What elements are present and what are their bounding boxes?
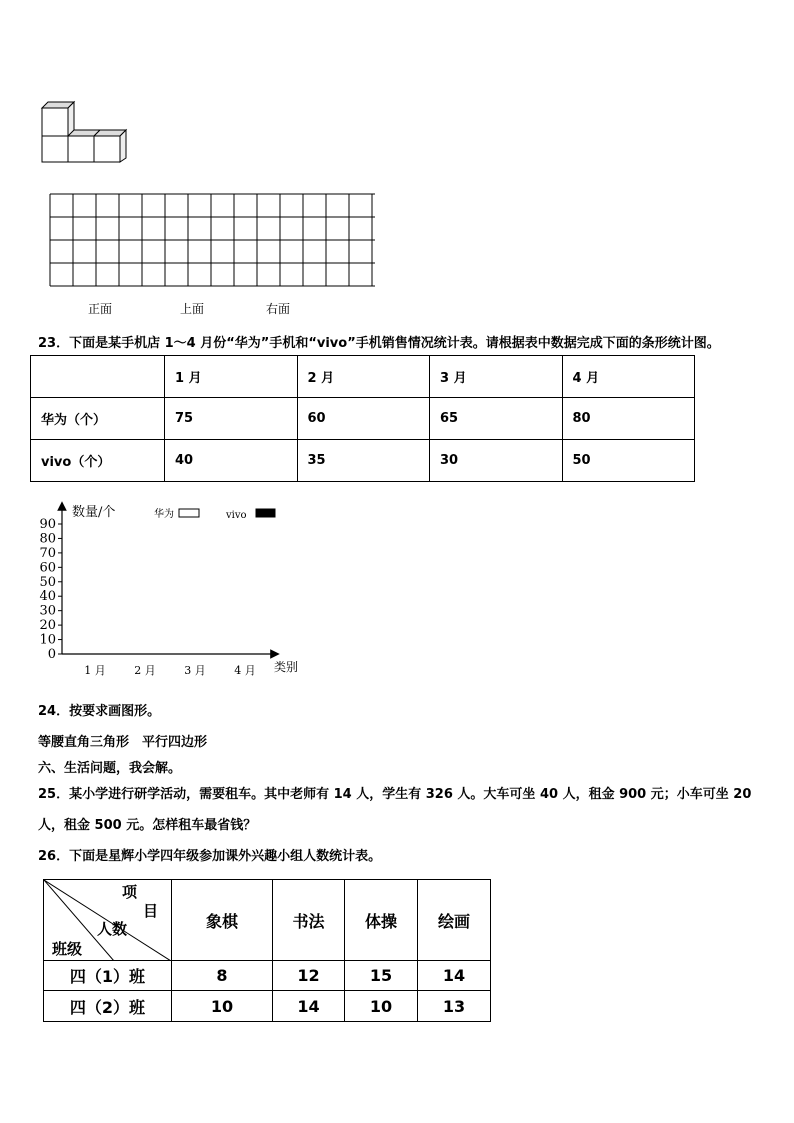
table-header-cell: 1 月 bbox=[165, 356, 298, 398]
question-24: 24．按要求画图形。 bbox=[38, 704, 161, 719]
y-tick-label: 50 bbox=[39, 574, 56, 590]
table-cell: 8 bbox=[172, 961, 273, 991]
y-axis-label: 数量/个 bbox=[72, 505, 116, 520]
corner-label-people: 人数 bbox=[97, 920, 128, 938]
right-view-label: 右面 bbox=[266, 302, 291, 316]
table-header-cell: 3 月 bbox=[430, 356, 563, 398]
x-tick-label: 2 月 bbox=[134, 664, 156, 677]
row-label: vivo（个） bbox=[31, 440, 165, 482]
table-cell: 80 bbox=[562, 398, 695, 440]
sales-table bbox=[30, 355, 695, 482]
drawing-grid[interactable] bbox=[49, 193, 377, 289]
bar-chart[interactable] bbox=[30, 500, 320, 680]
table-cell: 40 bbox=[165, 440, 298, 482]
question-25-line1: 25．某小学进行研学活动，需要租车。其中老师有 14 人，学生有 326 人。大车可坐 40 人，租金 900 元；小车可坐 20 bbox=[38, 787, 752, 802]
table-row bbox=[31, 440, 695, 482]
question-25-line2: 人，租金 500 元。怎样租车最省钱？ bbox=[38, 818, 257, 833]
row-label: 四（1）班 bbox=[44, 961, 172, 991]
table-cell: 13 bbox=[418, 991, 491, 1022]
shape-requirements: 等腰直角三角形 平行四边形 bbox=[38, 735, 208, 750]
section-6-heading: 六、生活问题，我会解。 bbox=[38, 761, 182, 776]
table-row bbox=[44, 961, 491, 991]
column-header: 绘画 bbox=[418, 880, 491, 961]
y-tick-label: 90 bbox=[39, 517, 56, 532]
x-tick-label: 1 月 bbox=[84, 664, 106, 677]
y-tick-label: 30 bbox=[39, 603, 56, 619]
corner-label-project-1: 项 bbox=[122, 883, 138, 901]
column-header: 体操 bbox=[345, 880, 418, 961]
row-label: 四（2）班 bbox=[44, 991, 172, 1022]
table-cell: 10 bbox=[172, 991, 273, 1022]
table-cell: 12 bbox=[273, 961, 345, 991]
y-tick-label: 0 bbox=[47, 647, 56, 662]
table-header-cell: 2 月 bbox=[297, 356, 430, 398]
legend-huawei-label: 华为 bbox=[154, 509, 174, 520]
y-tick-label: 70 bbox=[39, 545, 56, 561]
table-cell: 75 bbox=[165, 398, 298, 440]
club-table bbox=[43, 879, 491, 1022]
column-header: 书法 bbox=[273, 880, 345, 961]
table-cell: 35 bbox=[297, 440, 430, 482]
diagonal-header-cell bbox=[44, 880, 172, 961]
table-cell: 50 bbox=[562, 440, 695, 482]
table-header-cell: 4 月 bbox=[562, 356, 695, 398]
table-header-cell bbox=[31, 356, 165, 398]
row-label: 华为（个） bbox=[31, 398, 165, 440]
table-cell: 14 bbox=[273, 991, 345, 1022]
cube-figure bbox=[38, 98, 133, 166]
corner-label-project-2: 目 bbox=[143, 902, 159, 920]
column-header: 象棋 bbox=[172, 880, 273, 961]
y-tick-label: 60 bbox=[39, 560, 56, 576]
table-row bbox=[44, 880, 491, 961]
table-cell: 10 bbox=[345, 991, 418, 1022]
table-cell: 30 bbox=[430, 440, 563, 482]
table-row bbox=[44, 991, 491, 1022]
table-row bbox=[31, 398, 695, 440]
legend-huawei-swatch bbox=[179, 509, 199, 517]
y-tick-label: 20 bbox=[39, 618, 56, 634]
table-cell: 65 bbox=[430, 398, 563, 440]
table-cell: 15 bbox=[345, 961, 418, 991]
table-cell: 14 bbox=[418, 961, 491, 991]
front-view-label: 正面 bbox=[88, 302, 113, 316]
y-tick-label: 10 bbox=[39, 632, 56, 648]
table-cell: 60 bbox=[297, 398, 430, 440]
legend-vivo-swatch bbox=[256, 509, 275, 517]
x-tick-label: 3 月 bbox=[184, 664, 206, 677]
y-tick-label: 40 bbox=[39, 589, 56, 605]
x-axis-label: 类别 bbox=[274, 660, 299, 674]
question-23: 23．下面是某手机店 1～4 月份“华为”手机和“vivo”手机销售情况统计表。请根据表中数据完成下面的条形统计图。 bbox=[38, 336, 720, 351]
question-26: 26．下面是星辉小学四年级参加课外兴趣小组人数统计表。 bbox=[38, 849, 382, 864]
legend-vivo-label: vivo bbox=[226, 510, 247, 521]
table-row bbox=[31, 356, 695, 398]
top-view-label: 上面 bbox=[180, 302, 205, 316]
y-tick-label: 80 bbox=[39, 531, 56, 547]
x-tick-label: 4 月 bbox=[234, 664, 256, 677]
corner-label-class: 班级 bbox=[52, 940, 83, 958]
